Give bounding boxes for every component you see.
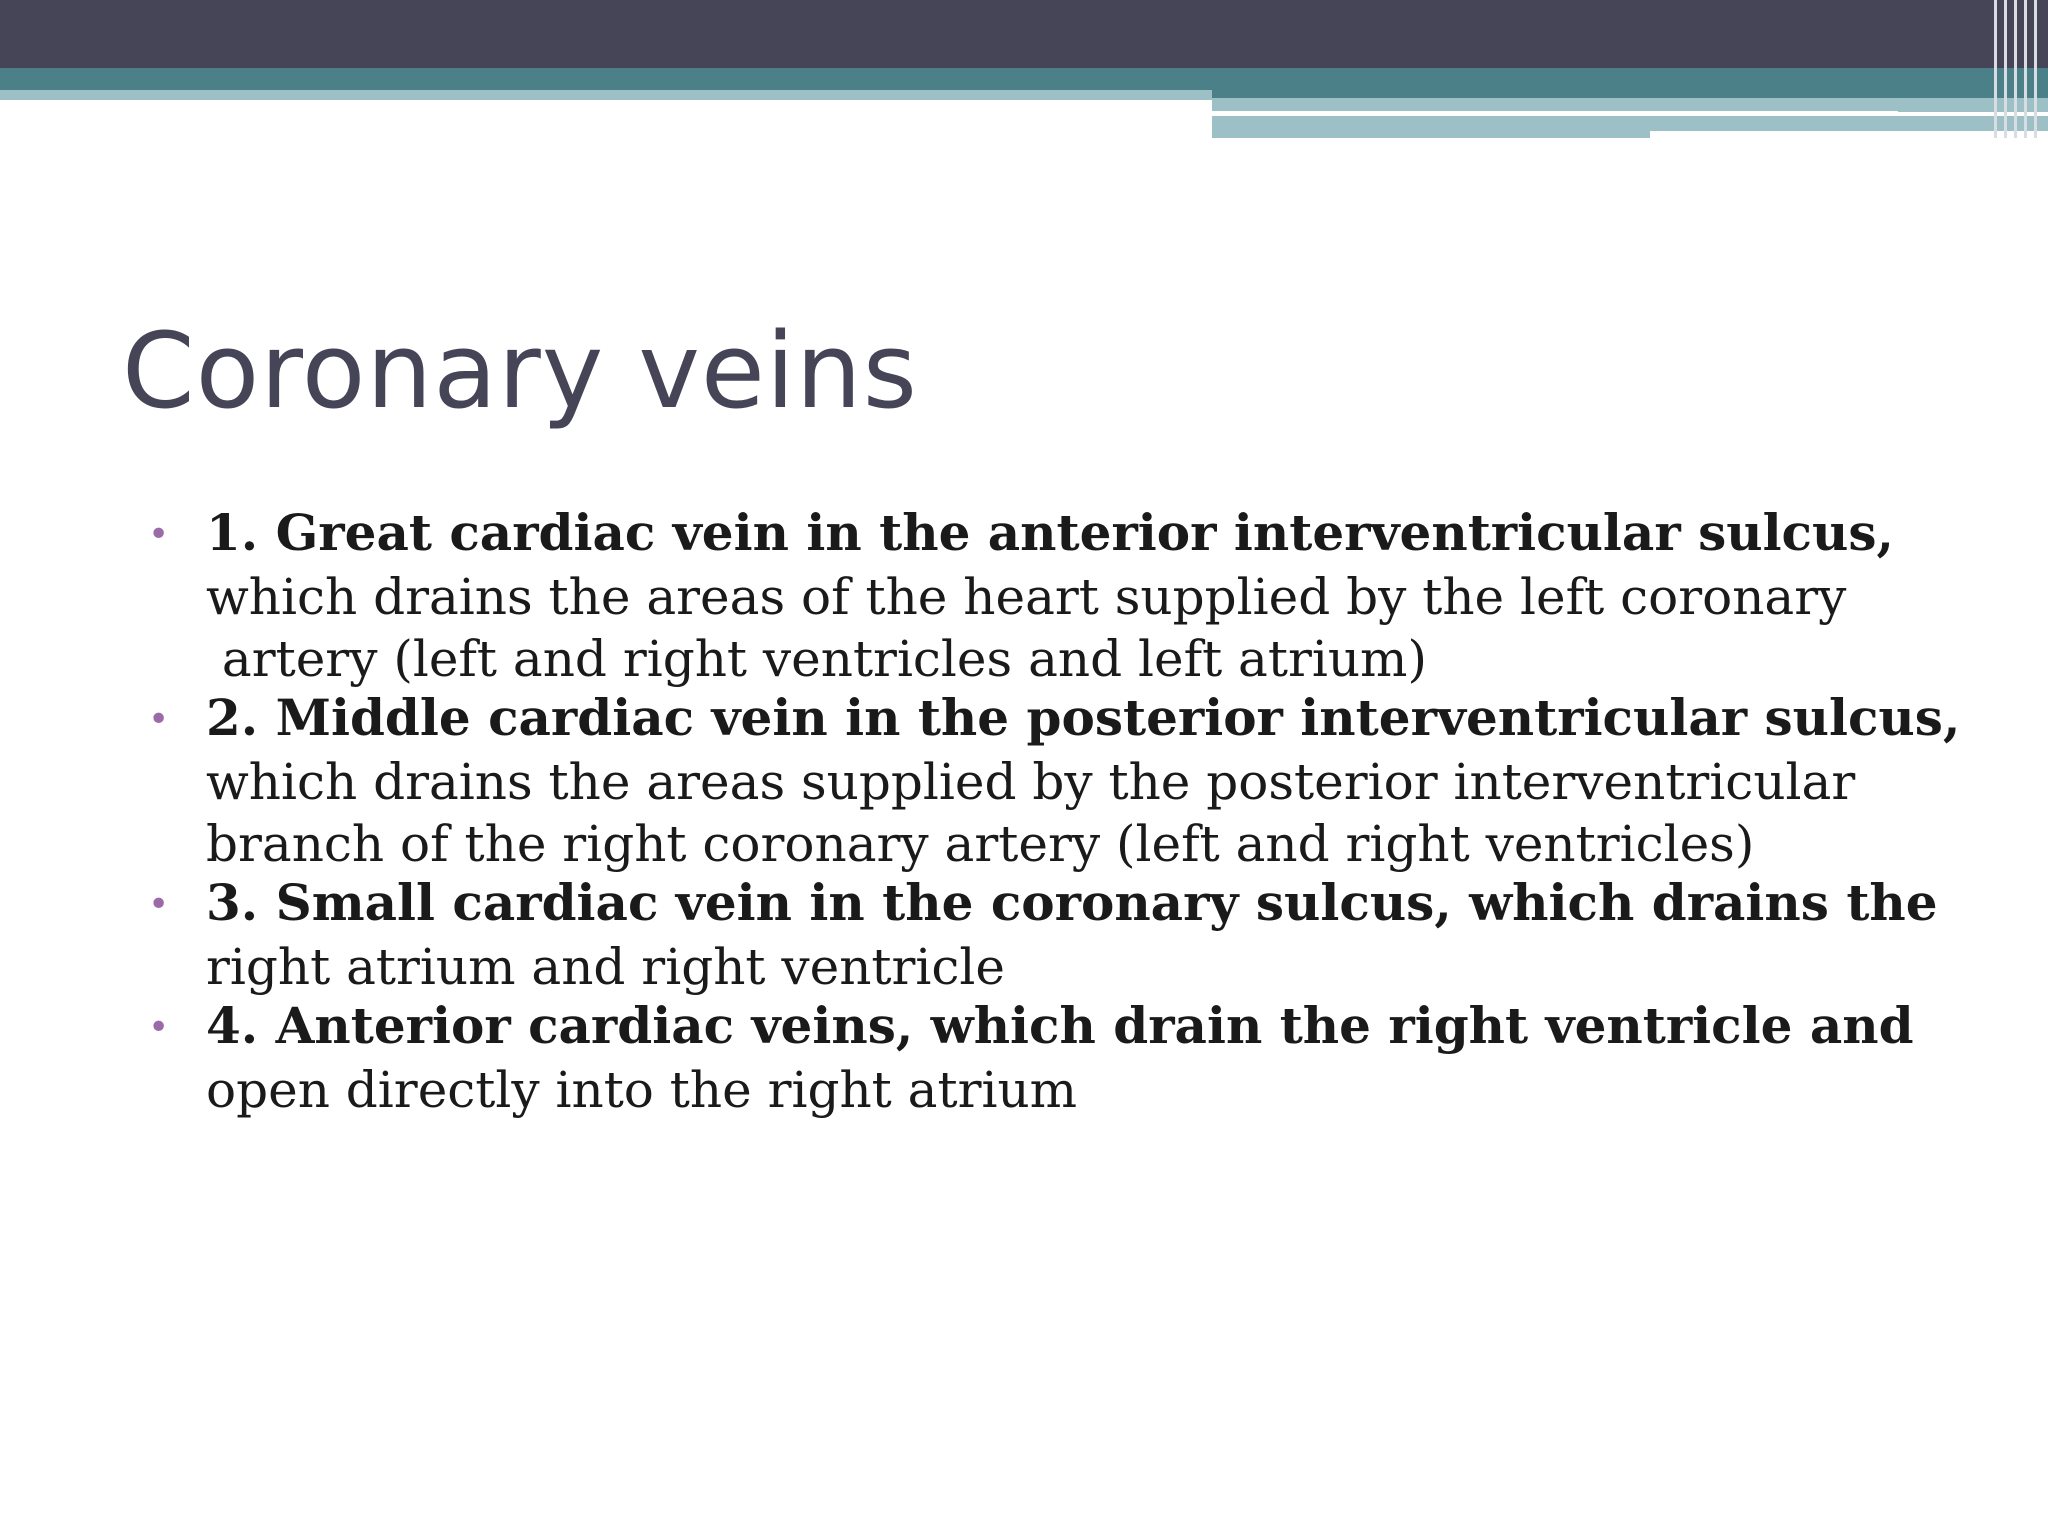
slide-title: Coronary veins [122, 310, 918, 432]
item-description-line: which drains the areas of the heart supplied by the left coronary [206, 568, 1847, 626]
list-item [140, 505, 2000, 690]
item-heading: 2. Middle cardiac vein in the posterior interventricular sulcus, [206, 688, 1961, 747]
list-item [140, 998, 2000, 1121]
item-description-line: open directly into the right atrium [206, 1061, 1078, 1119]
bullet-list [140, 505, 2000, 1121]
header-dark-bar [0, 0, 2048, 68]
bullet-dot-icon: • [148, 1007, 170, 1048]
item-description-line: right atrium and right ventricle [206, 938, 1005, 996]
header-light-bar-left [0, 90, 1212, 100]
item-heading: 4. Anterior cardiac veins, which drain the right ventricle and [206, 996, 1914, 1055]
header-teal-bar [0, 68, 2048, 90]
item-heading: 3. Small cardiac vein in the coronary sulcus, which drains the [206, 873, 1938, 932]
list-item [140, 690, 2000, 875]
bullet-dot-icon: • [148, 884, 170, 925]
item-heading: 1. Great cardiac vein in the anterior interventricular sulcus, [206, 503, 1894, 562]
bullet-dot-icon: • [148, 699, 170, 740]
header-light-bar-right [1212, 98, 2048, 112]
item-description-line: branch of the right coronary artery (left and right ventricles) [206, 815, 1755, 873]
item-description [206, 1059, 2000, 1121]
item-description [206, 936, 2000, 998]
bullet-dot-icon: • [148, 514, 170, 555]
item-description [206, 566, 2000, 690]
header-teal-bar-right [1212, 90, 2048, 98]
item-description-line: which drains the areas supplied by the posterior interventricular [206, 753, 1856, 811]
item-description [206, 751, 2000, 875]
item-description-line: artery (left and right ventricles and left atrium) [206, 630, 1427, 688]
list-item [140, 875, 2000, 998]
header-edge-stripes [1988, 0, 2048, 138]
